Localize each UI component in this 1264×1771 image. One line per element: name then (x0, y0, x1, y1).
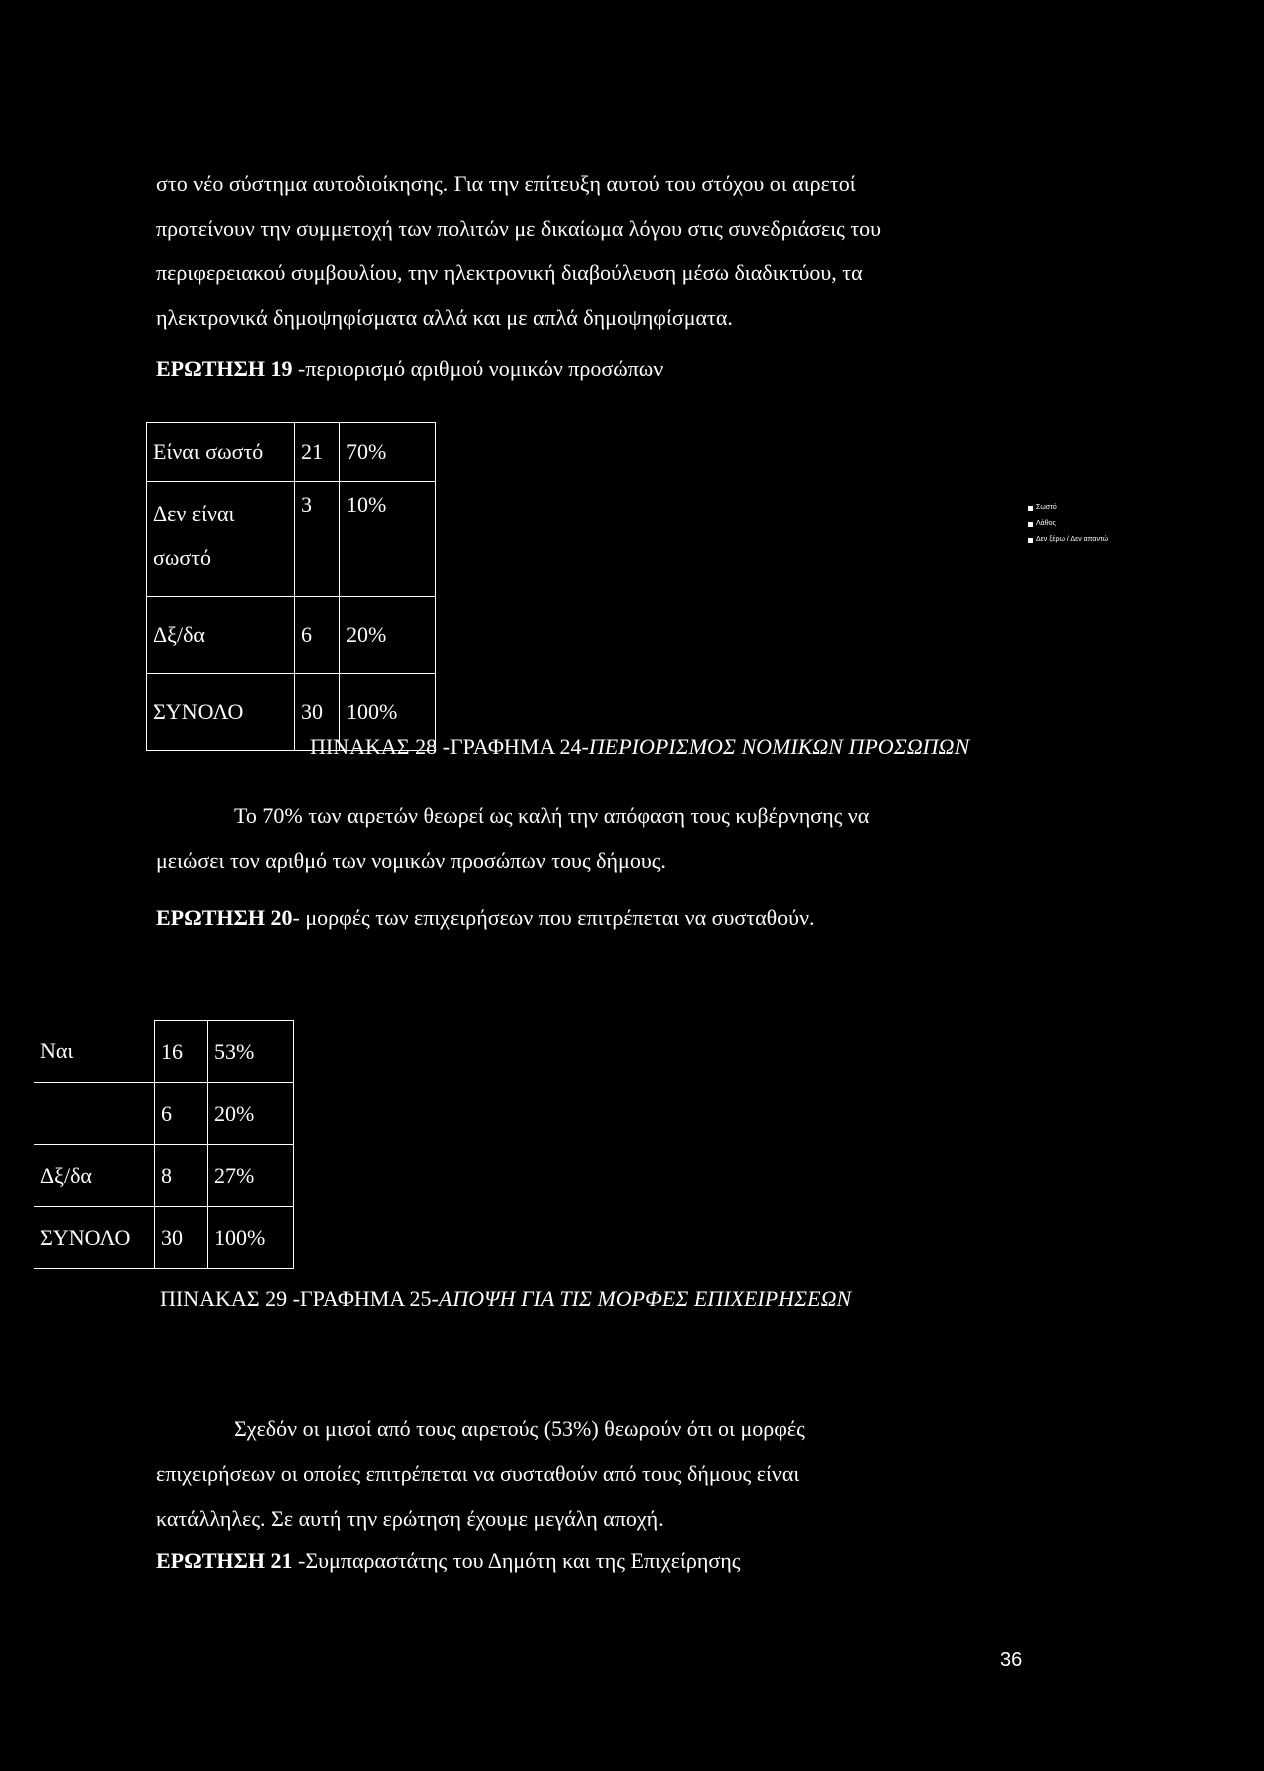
table-29 (34, 1020, 294, 1269)
question-19-text: -περιορισμό αριθμού νομικών προσώπων (292, 356, 664, 381)
row-count: 6 (155, 1083, 208, 1145)
table-28 (146, 422, 436, 751)
table-29-caption: ΠΙΝΑΚΑΣ 29 -ΓΡΑΦΗΜΑ 25-ΑΠΟΨΗ ΓΙΑ ΤΙΣ ΜΟΡΦΕΣ ΕΠΙΧΕΙΡΗΣΕΩΝ (160, 1286, 852, 1311)
row-count: 30 (295, 674, 340, 751)
question-20-text: - μορφές των επιχειρήσεων που επιτρέπεται να συσταθούν. (292, 905, 815, 930)
row-count: 3 (295, 482, 340, 597)
row-label-line: Δεν είναι (153, 501, 235, 526)
page-number: 36 (1000, 1649, 1023, 1671)
intro-line: στο νέο σύστημα αυτοδιοίκησης. Για την επίτευξη αυτού του στόχου οι αιρετοί (156, 171, 856, 196)
question-19-heading (156, 356, 663, 382)
legend-marker-icon (1028, 522, 1033, 527)
chart-legend (1028, 500, 1108, 548)
row-label: Δξ/δα (147, 597, 295, 674)
row-label: ΣΥΝΟΛΟ (34, 1207, 155, 1269)
paragraph-3 (156, 1406, 1196, 1541)
table-row (34, 1021, 294, 1083)
row-label: Δξ/δα (34, 1145, 155, 1207)
table-row (34, 1083, 294, 1145)
table-28-caption: ΠΙΝΑΚΑΣ 28 -ΓΡΑΦΗΜΑ 24-ΠΕΡΙΟΡΙΣΜΟΣ ΝΟΜΙΚΩΝ ΠΡΟΣΩΠΩΝ (310, 734, 970, 759)
table-row (147, 597, 436, 674)
intro-line: περιφερειακού συμβουλίου, την ηλεκτρονική διαβούλευση μέσω διαδικτύου, τα (156, 260, 863, 285)
row-count: 21 (295, 423, 340, 482)
paragraph-line: Το 70% των αιρετών θεωρεί ως καλή την απόφαση τους κυβέρνησης να (234, 803, 870, 828)
row-percent: 20% (208, 1083, 294, 1145)
paragraph-line: Σχεδόν οι μισοί από τους αιρετούς (53%) θεωρούν ότι οι μορφές (234, 1416, 805, 1441)
paragraph-line: κατάλληλες. Σε αυτή την ερώτηση έχουμε μεγάλη αποχή. (156, 1506, 664, 1531)
row-percent: 27% (208, 1145, 294, 1207)
legend-item: Λάθος (1028, 516, 1108, 532)
legend-item: Σωστό (1028, 500, 1108, 516)
intro-line: ηλεκτρονικά δημοψηφίσματα αλλά και με απλά δημοψηφίσματα. (156, 304, 733, 330)
row-percent: 20% (340, 597, 436, 674)
intro-line: προτείνουν την συμμετοχή των πολιτών με δικαίωμα λόγου στις συνεδριάσεις του (156, 215, 882, 241)
question-20-label: ΕΡΩΤΗΣΗ 20 (156, 905, 293, 930)
paragraph-line: μειώσει τον αριθμό των νομικών προσώπων τους δήμους. (156, 848, 666, 873)
table-row (147, 482, 436, 597)
question-19-label: ΕΡΩΤΗΣΗ 19 (156, 356, 293, 381)
question-21-label: ΕΡΩΤΗΣΗ 21 (156, 1548, 293, 1573)
row-count: 16 (155, 1021, 208, 1083)
row-label: ΣΥΝΟΛΟ (147, 674, 295, 751)
question-21-heading (156, 1548, 740, 1574)
row-label-line: σωστό (153, 545, 212, 570)
paragraph-2 (156, 793, 1196, 883)
row-label: Είναι σωστό (147, 423, 295, 482)
row-percent: 53% (208, 1021, 294, 1083)
row-label (147, 482, 295, 597)
table-row (34, 1207, 294, 1269)
row-count: 8 (155, 1145, 208, 1207)
row-percent: 100% (340, 674, 436, 751)
row-count: 30 (155, 1207, 208, 1269)
row-percent: 70% (340, 423, 436, 482)
legend-item: Δεν ξέρω / Δεν απαντώ (1028, 532, 1108, 548)
paragraph-line: επιχειρήσεων οι οποίες επιτρέπεται να συσταθούν από τους δήμους είναι (156, 1461, 800, 1486)
table-row (147, 423, 436, 482)
question-21-text: -Συμπαραστάτης του Δημότη και της Επιχείρησης (292, 1548, 741, 1573)
row-label (34, 1083, 155, 1145)
row-count: 6 (295, 597, 340, 674)
intro-paragraph (156, 162, 1196, 340)
legend-marker-icon (1028, 506, 1033, 511)
table-row (34, 1145, 294, 1207)
row-label: Ναι (34, 1021, 155, 1083)
legend-marker-icon (1028, 538, 1033, 543)
row-percent: 10% (340, 482, 436, 597)
question-20-heading (156, 905, 815, 931)
row-percent: 100% (208, 1207, 294, 1269)
